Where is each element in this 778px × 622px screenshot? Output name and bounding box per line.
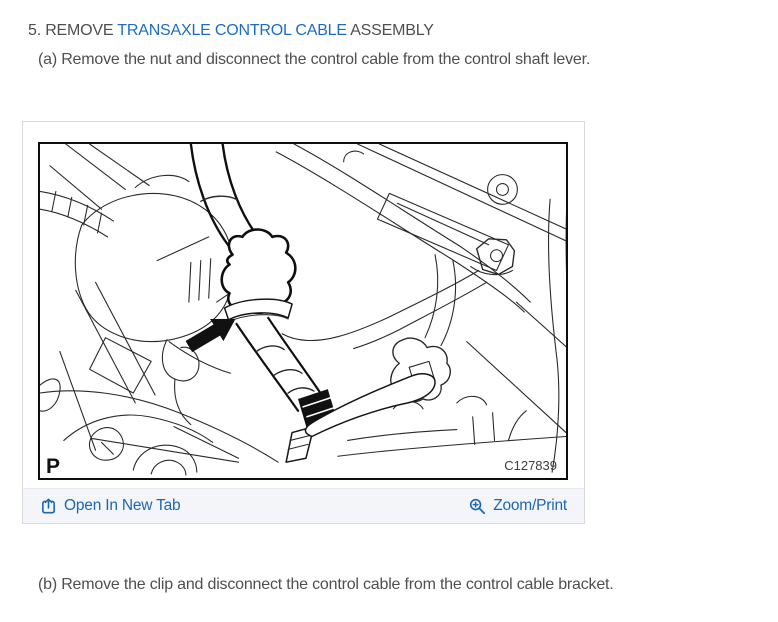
substep-a: (a) Remove the nut and disconnect the control cable from the control shaft lever. xyxy=(38,51,591,68)
figure-panel xyxy=(22,121,585,524)
open-in-new-tab-icon xyxy=(40,498,57,515)
magnifier-plus-icon xyxy=(469,498,486,515)
step-heading xyxy=(28,22,434,40)
figure-corner-label: P xyxy=(46,455,61,478)
open-in-new-tab-link[interactable] xyxy=(40,497,180,515)
engine-diagram-frame xyxy=(38,142,568,480)
pointer-arrow xyxy=(186,319,236,352)
substep-b: (b) Remove the clip and disconnect the control cable from the control cable bracket. xyxy=(38,576,614,593)
figure-image-code: C127839 xyxy=(504,458,557,473)
zoom-print-link[interactable] xyxy=(469,497,567,515)
zoom-print-label: Zoom/Print xyxy=(493,497,567,514)
step-suffix-text: ASSEMBLY xyxy=(346,22,434,39)
transaxle-control-cable-link[interactable]: TRANSAXLE CONTROL CABLE xyxy=(117,22,347,39)
engine-line-drawing xyxy=(40,144,566,478)
step-number-text: 5. REMOVE xyxy=(28,22,118,39)
open-in-new-tab-label: Open In New Tab xyxy=(64,497,181,514)
figure-toolbar xyxy=(23,488,584,523)
